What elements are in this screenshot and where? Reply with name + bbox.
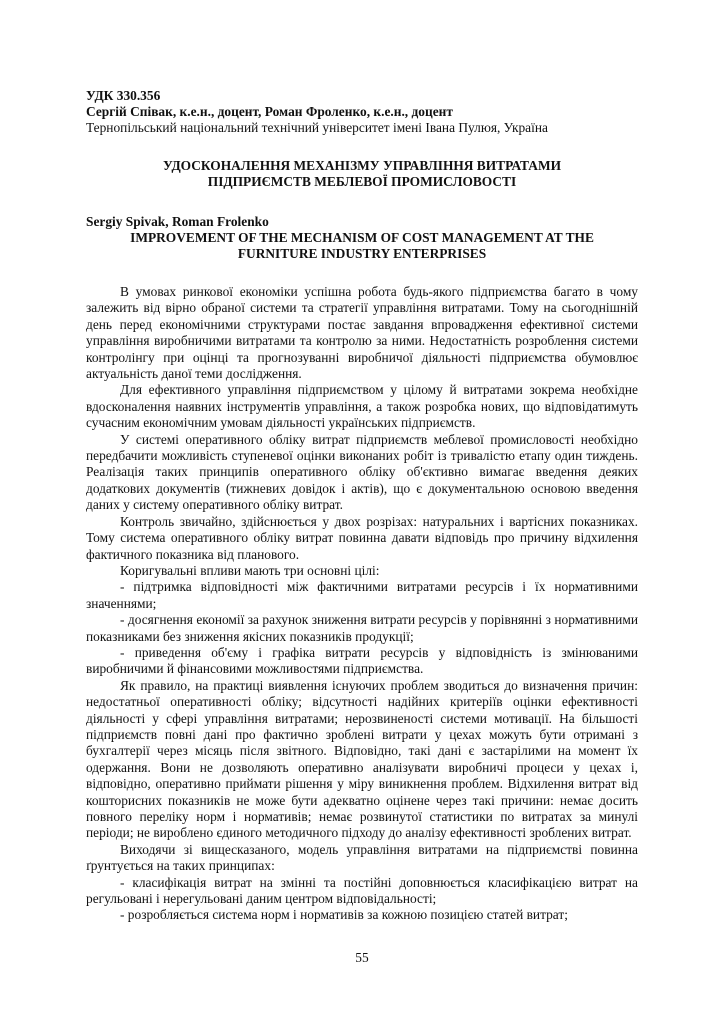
affiliation: Тернопільський національний технічний університет імені Івана Пулюя, Україна [86,120,548,135]
paragraph: У системі оперативного обліку витрат підприємств меблевої промисловості необхідно передбачити можливість ступеневої оцінки виконаних робіт із тривалістю етапу один тиждень. Реалізація таких принципів оперативного обліку об'єктивно вимагає введення деяких додаткових документів (тижневих довідок і актів), що є документальною основою введення даних у систему оперативного обліку витрат. [86,431,638,513]
list-item: - приведення об'єму і графіка витрати ресурсів у відповідність із змінюваними виробничими й фінансовими можливостями підприємства. [86,644,638,677]
authors-ua: Сергій Співак, к.е.н., доцент, Роман Фроленко, к.е.н., доцент [86,104,453,119]
title-ua-line-2: ПІДПРИЄМСТВ МЕБЛЕВОЇ ПРОМИСЛОВОСТІ [207,174,517,189]
paragraph: В умовах ринкової економіки успішна робота будь-якого підприємства багато в чому залежить від вірно обраної системи та стратегії управління витратами. Тому на сьогоднішній день перед економічними структурами постає завдання впровадження ефективної системи управління виробничими витратами та контролю за ними. Недостатність розроблення системи контролінгу при оцінці та прогнозуванні виробничої діяльності підприємства обумовлює актуальність даної теми дослідження. [86,284,638,382]
paragraph: Контроль звичайно, здійснюється у двох розрізах: натуральних і вартісних показниках. Тому система оперативного обліку витрат повинна давати відповідь про причину відхилення фактичного показника від планового. [86,513,638,562]
list-item: - підтримка відповідності між фактичними витратами ресурсів і їх нормативними значеннями; [86,579,638,611]
list-item: - розробляється система норм і нормативів за кожною позицією статей витрат; [120,907,568,923]
udk-code: УДК 330.356 [86,88,161,103]
paragraph: Як правило, на практиці виявлення існуючих проблем зводиться до визначення причин: недостатньої оперативності обліку; відсутності надійних критеріїв оцінки ефективності діяльності у сфері управління витратами; нерозвиненості системи мотивації. На більшості підприємств повні дані про фактично зроблені витрати у цехах можуть бути отримані з бухгалтерії через місяць після звітного. Відповідно, такі дані є застарілими на момент їх одержання. Вони не дозволяють оперативно аналізувати виробничі процеси у цехах і, відповідно, оперативно приймати рішення у міру виникнення проблем. Відхилення витрат від кошторисних показників не може бути адекватно оцінене через такі причини: немає досить повного переліку норм і нормативів; немає розвинутої статистики по витратах за минулі періоди; не вироблено єдиного методичного підходу до аналізу ефективності зроблених витрат. [86,677,638,841]
article-header [86,88,638,136]
paragraph: Для ефективного управління підприємством у цілому й витратами зокрема необхідне вдосконалення наявних інструментів управління, а також розробка нових, що відповідатимуть сучасним економічним умовам діяльності українських підприємств. [86,382,638,431]
page-number: 55 [355,950,369,965]
title-ua [86,158,638,190]
title-en-line-2: FURNITURE INDUSTRY ENTERPRISES [237,246,487,261]
authors-en: Sergiy Spivak, Roman Frolenko [86,214,269,229]
list-item: - досягнення економії за рахунок зниження витрати ресурсів у порівнянні з нормативними показниками без зниження якісних показників продукції; [86,612,638,644]
paragraph: Виходячи зі вищесказаного, модель управління витратами на підприємстві повинна ґрунтується на таких принципах: [86,841,638,874]
list-item: - класифікація витрат на змінні та постійні доповнюється класифікацією витрат на регульовані і нерегульовані даним центром відповідальності; [86,874,638,907]
title-ua-line-1: УДОСКОНАЛЕННЯ МЕХАНІЗМУ УПРАВЛІННЯ ВИТРАТАМИ [162,158,562,173]
title-en-line-1: IMPROVEMENT OF THE MECHANISM OF COST MANAGEMENT AT THE [130,230,594,245]
title-en [86,230,638,262]
paragraph: Коригувальні впливи мають три основні цілі: [120,562,380,578]
article-body [86,284,638,924]
